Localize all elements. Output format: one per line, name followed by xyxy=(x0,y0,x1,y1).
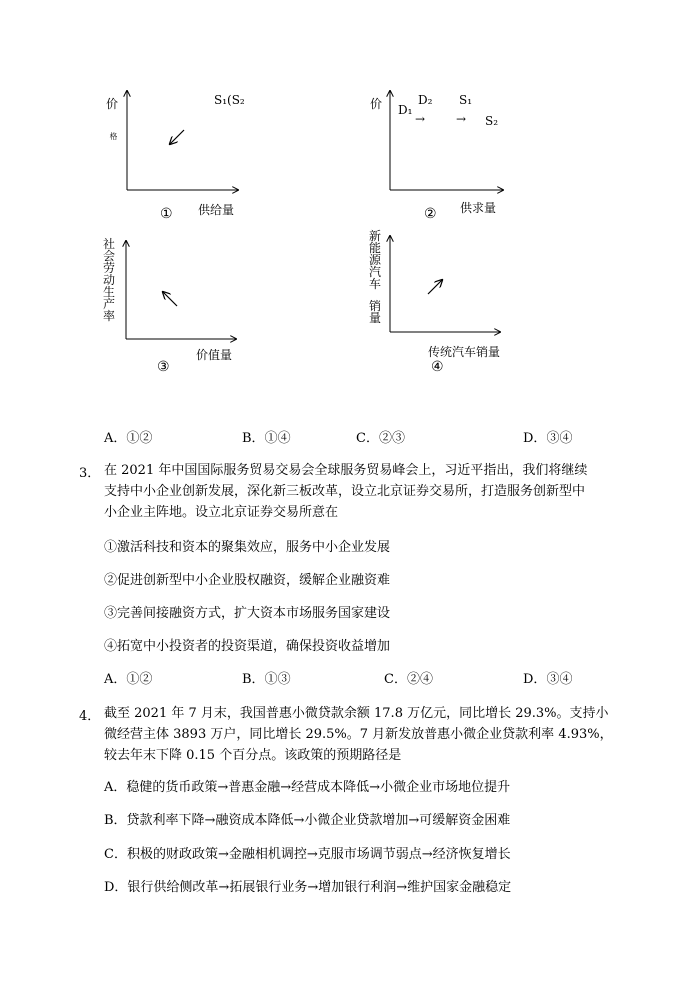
q2-option-d: D．③④ xyxy=(523,431,573,446)
q4-stem-line: 截至 2021 年 7 月末，我国普惠小微贷款余额 17.8 万亿元，同比增长 29.3%。支持小 xyxy=(104,706,609,721)
graph-1-curve-label: S₁(S₂ xyxy=(214,93,245,107)
graph-2-supply-arrow: → xyxy=(456,112,467,126)
graph-1-y-label-sub: 格 xyxy=(109,131,118,141)
graph-1-number: ① xyxy=(160,206,173,222)
graph-3 xyxy=(126,241,236,339)
graph-4-y-label: 新 能 源 汽 车 销 量 xyxy=(369,229,382,325)
graph-4-shift-arrow xyxy=(428,280,442,294)
q3-stem-line: 支持中小企业创新发展，深化新三板改革，设立北京证券交易所，打造服务创新型中 xyxy=(104,484,586,499)
graph-4-x-label: 传统汽车销量 xyxy=(428,345,501,359)
q3-stem xyxy=(104,460,587,523)
q3-option-b: B．①③ xyxy=(242,672,291,687)
q4-option-a: A．稳健的货币政策→普惠金融→经营成本降低→小微企业市场地位提升 xyxy=(104,780,511,795)
q3-option-a: A．①② xyxy=(104,672,153,687)
q4-number: 4． xyxy=(79,709,101,724)
q2-option-c: C．②③ xyxy=(356,431,405,446)
q3-statement-3: ③完善间接融资方式，扩大资本市场服务国家建设 xyxy=(104,606,391,621)
q2-option-a: A．①② xyxy=(104,431,153,446)
q4-option-d: D．银行供给侧改革→拓展银行业务→增加银行利润→维护国家金融稳定 xyxy=(104,880,512,895)
q3-option-d: D．③④ xyxy=(523,672,573,687)
graph-1-y-label: 价 xyxy=(106,97,119,111)
q4-stem-line: 微经营主体 3893 万户，同比增长 29.5%。7 月新发放普惠小微企业贷款利率 4.93%， xyxy=(104,727,613,742)
graph-3-y-label: 社 会 劳 动 生 产 率 xyxy=(103,237,116,323)
graph-3-shift-arrow xyxy=(163,292,177,306)
q2-option-b: B．①④ xyxy=(242,431,291,446)
graph-2-demand-arrow: → xyxy=(415,112,426,126)
q3-option-c: C．②④ xyxy=(384,672,433,687)
q3-statement-4: ④拓宽中小投资者的投资渠道，确保投资收益增加 xyxy=(104,639,391,654)
graph-3-number: ③ xyxy=(157,359,170,375)
q3-statement-2: ②促进创新型中小企业股权融资，缓解企业融资难 xyxy=(104,573,391,588)
graph-1-x-label: 供给量 xyxy=(198,203,235,217)
graph-2-d1-label: D₁ xyxy=(398,103,413,117)
graph-2-y-label: 价 xyxy=(370,97,383,111)
q3-number: 3． xyxy=(79,466,101,481)
graph-2-s2-label: S₂ xyxy=(485,114,499,128)
graph-4 xyxy=(390,236,500,332)
graph-2-number: ② xyxy=(424,206,437,222)
graph-3-x-label: 价值量 xyxy=(196,348,233,362)
graph-2-x-label: 供求量 xyxy=(460,201,497,215)
graph-1-shift-arrow xyxy=(170,130,184,144)
q3-statement-1: ①激活科技和资本的聚集效应，服务中小企业发展 xyxy=(104,540,391,555)
q4-option-b: B．贷款利率下降→融资成本降低→小微企业贷款增加→可缓解资金困难 xyxy=(104,813,511,828)
q3-stem-line: 在 2021 年中国国际服务贸易交易会全球服务贸易峰会上，习近平指出，我们将继续 xyxy=(104,463,588,478)
q4-stem-line: 较去年末下降 0.15 个百分点。该政策的预期路径是 xyxy=(104,748,402,763)
graph-4-number: ④ xyxy=(431,359,444,375)
graph-2-s1-label: S₁ xyxy=(459,93,473,107)
graph-2-d2-label: D₂ xyxy=(418,93,433,107)
q3-stem-line: 小企业主阵地。设立北京证券交易所意在 xyxy=(104,505,339,520)
q4-stem xyxy=(104,703,613,766)
q4-option-c: C．积极的财政政策→金融相机调控→克服市场调节弱点→经济恢复增长 xyxy=(104,847,511,862)
